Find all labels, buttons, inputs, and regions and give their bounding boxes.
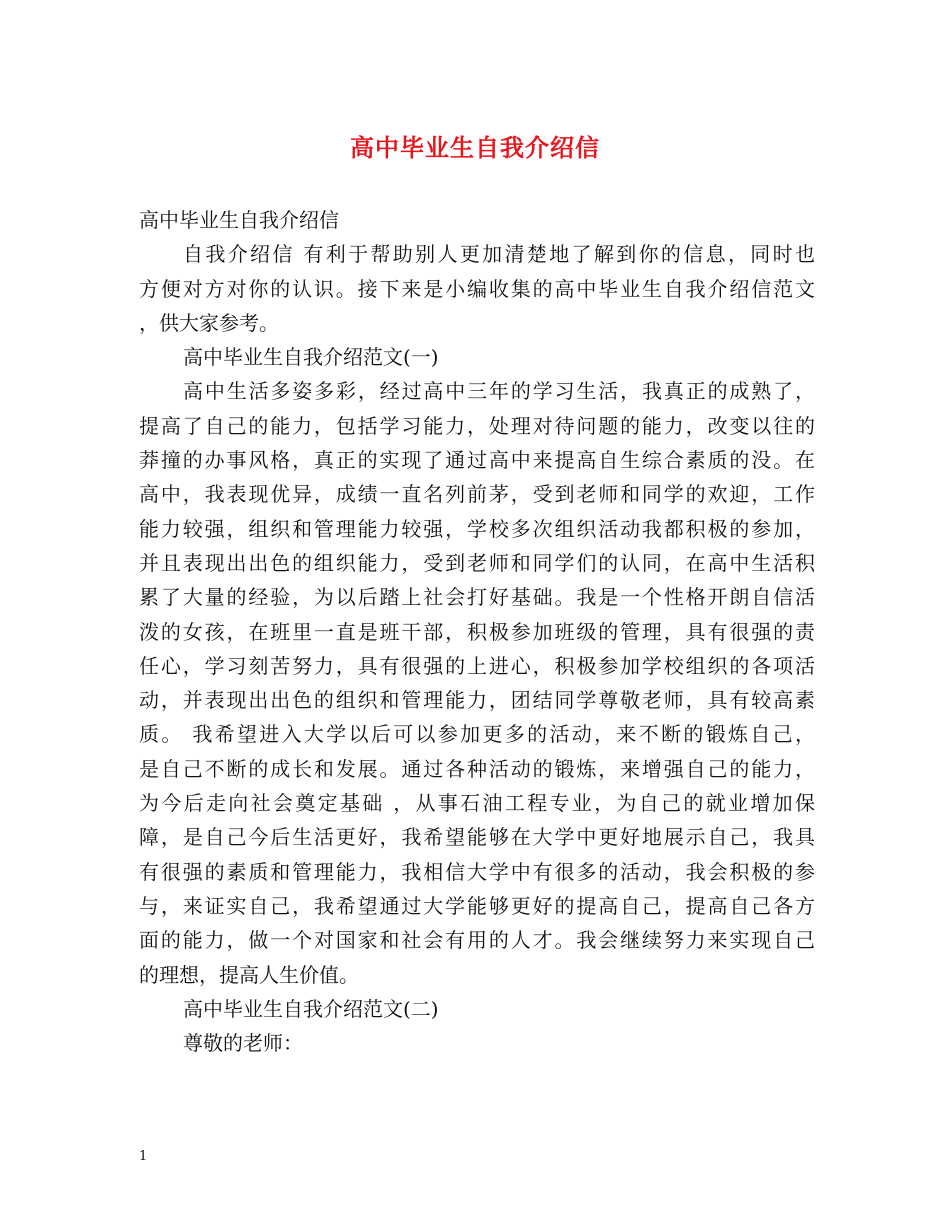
text-line: 莽撞的办事风格，真正的实现了通过高中来提高自生综合素质的没。在 <box>139 448 815 473</box>
text-line: 提高了自己的能力，包括学习能力，处理对待问题的能力，改变以往的 <box>139 413 815 438</box>
text-line: 泼的女孩，在班里一直是班干部，积极参加班级的管理，具有很强的责 <box>139 619 815 644</box>
text-line: 高中毕业生自我介绍范文(二) <box>183 996 439 1021</box>
text-line: 面的能力，做一个对国家和社会有用的人才。我会继续努力来实现自己 <box>139 928 815 953</box>
text-line: 的理想，提高人生价值。 <box>139 962 359 987</box>
text-line: 能力较强，组织和管理能力较强，学校多次组织活动我都积极的参加， <box>139 516 815 541</box>
text-line: 方便对方对你的认识。接下来是小编收集的高中毕业生自我介绍信范文 <box>139 276 815 301</box>
text-line: 质。 我希望进入大学以后可以参加更多的活动，来不断的锻炼自己， <box>139 722 815 747</box>
text-line: 为今后走向社会奠定基础 ，从事石油工程专业，为自己的就业增加保 <box>139 791 815 816</box>
text-line: 高中毕业生自我介绍范文(一) <box>183 345 439 370</box>
text-line: 是自己不断的成长和发展。通过各种活动的锻炼，来增强自己的能力， <box>139 756 815 781</box>
text-line: ，供大家参考。 <box>139 310 279 335</box>
text-line: 自我介绍信 有利于帮助别人更加清楚地了解到你的信息，同时也 <box>183 242 815 267</box>
document-body <box>139 203 815 1060</box>
text-line: 尊敬的老师： <box>183 1031 303 1056</box>
text-line: 高中生活多姿多彩，经过高中三年的学习生活，我真正的成熟了， <box>183 379 815 404</box>
text-line: 高中，我表现优异，成绩一直名列前茅，受到老师和同学的欢迎，工作 <box>139 482 815 507</box>
page-number: 1 <box>139 1149 148 1164</box>
text-line: 有很强的素质和管理能力，我相信大学中有很多的活动，我会积极的参 <box>139 859 815 884</box>
text-line: 高中毕业生自我介绍信 <box>139 208 339 232</box>
text-line: 与，来证实自己，我希望通过大学能够更好的提高自己，提高自己各方 <box>139 893 815 918</box>
text-line: 并且表现出出色的组织能力，受到老师和同学们的认同，在高中生活积 <box>139 550 815 575</box>
document-title: 高中毕业生自我介绍信 <box>350 133 600 162</box>
text-line: 动，并表现出出色的组织和管理能力，团结同学尊敬老师，具有较高素 <box>139 688 815 713</box>
text-line: 任心，学习刻苦努力，具有很强的上进心，积极参加学校组织的各项活 <box>139 653 815 678</box>
text-line: 障，是自己今后生活更好，我希望能够在大学中更好地展示自己，我具 <box>139 825 815 850</box>
text-line: 累了大量的经验，为以后踏上社会打好基础。我是一个性格开朗自信活 <box>139 585 815 610</box>
